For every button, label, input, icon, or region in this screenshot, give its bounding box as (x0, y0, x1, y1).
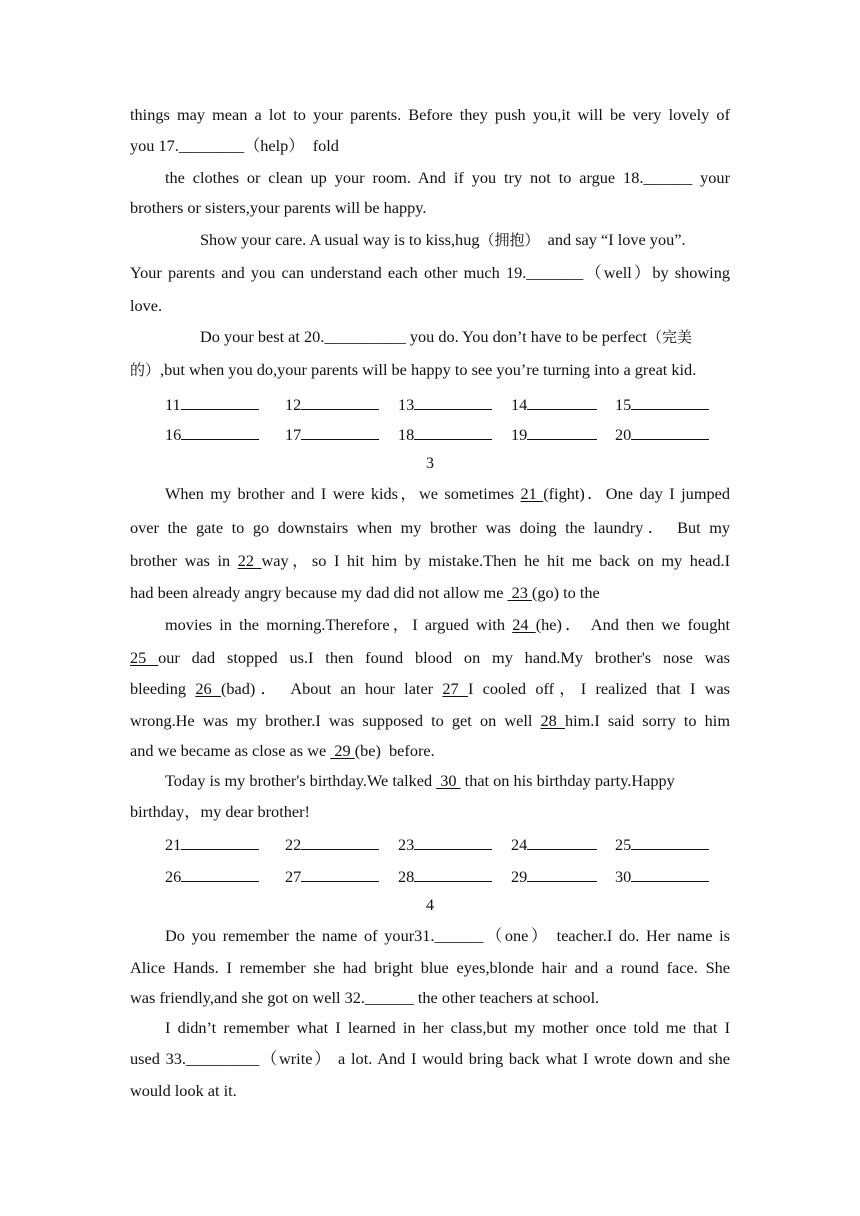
text-line: Alice Hands. I remember she had bright blue eyes,blonde hair and a round face. She (130, 958, 730, 977)
section-number: 4 (425, 895, 435, 914)
text-line: and we became as close as we 29 (be) before. (130, 741, 435, 760)
text-line: 的）,but when you do,your parents will be happy to see you’re turning into a great kid. (130, 360, 697, 379)
answer-row (165, 866, 730, 886)
text-line: Today is my brother's birthday.We talked 30 that on his birthday party.Happy (165, 771, 675, 790)
text-line: bleeding 26 (bad)． About an hour later 27 I cooled off，I realized that I was (130, 679, 731, 698)
answer-blank[interactable]: 16 (165, 424, 259, 445)
text-line: When my brother and I were kids，we sometimes 21 (fight)．One day I jumped (165, 484, 730, 503)
answer-blank[interactable]: 23 (398, 834, 492, 855)
answer-blank[interactable]: 29 (511, 866, 597, 887)
answer-row (165, 394, 730, 414)
answer-blank[interactable]: 18 (398, 424, 492, 445)
text-line: over the gate to go downstairs when my brother was doing the laundry． But my (130, 518, 730, 537)
answer-blank[interactable]: 13 (398, 394, 492, 415)
text-line: things may mean a lot to your parents. Before they push you,it will be very lovely of (130, 105, 730, 124)
text-line: movies in the morning.Therefore，I argued with 24 (he)． And then we fought (165, 615, 731, 634)
text-line: used 33._________（write） a lot. And I would bring back what I wrote down and she (130, 1049, 730, 1068)
text-line: would look at it. (130, 1081, 237, 1100)
text-line: you 17.________（help） fold (130, 136, 339, 155)
answer-blank[interactable]: 21 (165, 834, 259, 855)
answer-blank[interactable]: 28 (398, 866, 492, 887)
answer-blank[interactable]: 24 (511, 834, 597, 855)
text-line: brothers or sisters,your parents will be happy. (130, 198, 427, 217)
text-line: I didn’t remember what I learned in her class,but my mother once told me that I (165, 1018, 730, 1037)
answer-row (165, 424, 730, 444)
answer-blank[interactable]: 15 (615, 394, 709, 415)
text-line: Do your best at 20.__________ you do. You don’t have to be perfect（完美 (200, 327, 692, 346)
text-line: had been already angry because my dad did not allow me 23 (go) to the (130, 583, 600, 602)
text-line: Your parents and you can understand each other much 19._______（well）by showing (130, 263, 730, 282)
answer-blank[interactable]: 19 (511, 424, 597, 445)
text-line: was friendly,and she got on well 32.______ the other teachers at school. (130, 988, 600, 1007)
text-line: Do you remember the name of your31.______（one） teacher.I do. Her name is (165, 926, 730, 945)
answer-blank[interactable]: 17 (285, 424, 379, 445)
answer-blank[interactable]: 22 (285, 834, 379, 855)
text-line: 25 our dad stopped us.I then found blood on my hand.My brother's nose was (130, 648, 730, 667)
text-line: Show your care. A usual way is to kiss,hug（拥抱） and say “I love you”. (200, 230, 686, 249)
answer-blank[interactable]: 20 (615, 424, 709, 445)
answer-blank[interactable]: 26 (165, 866, 259, 887)
answer-blank[interactable]: 11 (165, 394, 259, 415)
answer-blank[interactable]: 12 (285, 394, 379, 415)
text-line: love. (130, 296, 163, 315)
answer-row (165, 834, 730, 854)
section-number: 3 (425, 453, 435, 472)
answer-blank[interactable]: 30 (615, 866, 709, 887)
text-line: the clothes or clean up your room. And if you try not to argue 18.______ your (165, 168, 730, 187)
answer-blank[interactable]: 14 (511, 394, 597, 415)
answer-blank[interactable]: 27 (285, 866, 379, 887)
answer-blank[interactable]: 25 (615, 834, 709, 855)
text-line: birthday，my dear brother! (130, 802, 310, 821)
text-line: brother was in 22 way，so I hit him by mistake.Then he hit me back on my head.I (130, 551, 730, 570)
text-line: wrong.He was my brother.I was supposed to get on well 28 him.I said sorry to him (130, 711, 730, 730)
